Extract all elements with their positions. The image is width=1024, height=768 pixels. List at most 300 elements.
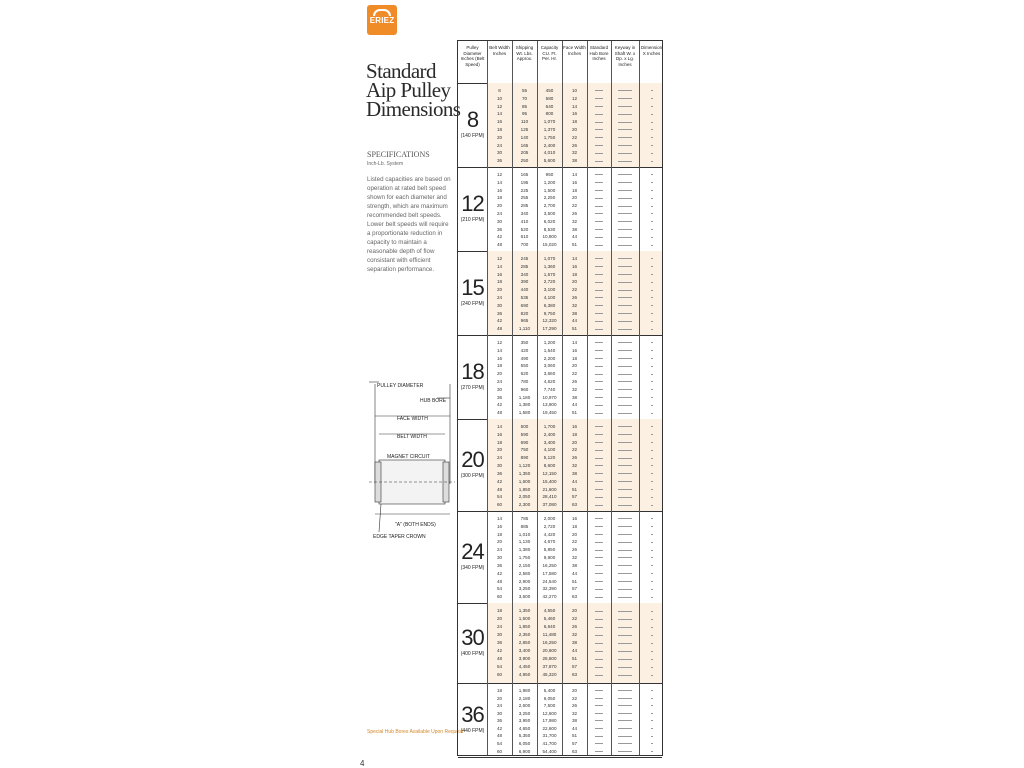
marks-hub-bore [587, 687, 611, 755]
fraction-mark [611, 118, 639, 126]
fraction-mark [611, 362, 639, 370]
fraction-mark [587, 515, 611, 523]
cell-capacity [537, 87, 562, 165]
fraction-mark [639, 347, 664, 355]
fraction-mark [639, 431, 664, 439]
fraction-mark [611, 462, 639, 470]
cell-value: 14 [496, 179, 503, 185]
cell-value: 12 [496, 103, 503, 109]
fraction-mark [639, 578, 664, 586]
fraction-mark [611, 446, 639, 454]
cell-capacity [537, 515, 562, 601]
fraction-mark [639, 179, 664, 187]
cell-value: 14 [571, 256, 578, 261]
cell-value: 24 [496, 378, 503, 384]
column-divider [562, 41, 563, 755]
cell-value: 2,900 [518, 578, 531, 584]
cell-value: 41,700 [542, 740, 557, 746]
cell-value: 18 [496, 608, 503, 613]
cell-value: 57 [571, 664, 578, 669]
fraction-mark [639, 702, 664, 710]
cell-capacity [537, 687, 562, 755]
fraction-mark [611, 218, 639, 226]
specs-subheading: Inch-Lb. System [367, 161, 404, 167]
cell-value: 2,350 [518, 632, 531, 637]
cell-value: 1,070 [543, 256, 556, 261]
fraction-mark [611, 394, 639, 402]
cell-value: 26 [571, 142, 578, 148]
cell-shipping-weight [512, 423, 537, 509]
marks-hub-bore [587, 339, 611, 417]
fraction-mark [639, 585, 664, 593]
fraction-mark [611, 325, 639, 333]
cell-value: 48 [496, 410, 503, 416]
fraction-mark [639, 87, 664, 95]
fraction-mark [611, 202, 639, 210]
fraction-mark [611, 493, 639, 501]
cell-value: 8 [498, 88, 501, 93]
fraction-mark [639, 687, 664, 695]
cell-capacity [537, 171, 562, 249]
fraction-mark [639, 226, 664, 234]
cell-value: 590 [520, 431, 529, 437]
fraction-mark [639, 439, 664, 447]
header-capacity: Capacity CU. Ft. Per. Hr. [540, 45, 559, 61]
fraction-mark [639, 149, 664, 157]
cell-shipping-weight [512, 607, 537, 679]
belt-speed: (440 FPM) [460, 728, 485, 734]
cell-value: 12 [496, 172, 503, 177]
cell-value: 3,400 [543, 439, 556, 445]
cell-value: 2,250 [543, 195, 556, 201]
cell-value: 60 [496, 594, 503, 600]
cell-value: 44 [571, 234, 578, 240]
pulley-diameter-cell [458, 447, 487, 479]
cell-value: 14 [496, 347, 503, 353]
cell-value: 38 [571, 226, 578, 232]
cell-value: 17,580 [542, 570, 557, 576]
cell-value: 54,400 [542, 748, 557, 754]
diagram-label-face-width: FACE WIDTH [397, 416, 428, 422]
fraction-mark [587, 149, 611, 157]
cell-value: 63 [571, 594, 578, 600]
fraction-mark [611, 647, 639, 655]
fraction-mark [587, 663, 611, 671]
cell-value: 20 [571, 688, 578, 693]
cell-shipping-weight [512, 687, 537, 755]
cell-value: 6,900 [518, 748, 531, 754]
cell-value: 245 [520, 256, 529, 261]
cell-value: 26 [571, 210, 578, 216]
fraction-mark [639, 157, 664, 165]
specs-heading: SPECIFICATIONS [367, 150, 430, 159]
cell-value: 51 [571, 242, 578, 248]
cell-belt-width [487, 515, 512, 601]
fraction-mark [611, 142, 639, 150]
cell-belt-width [487, 87, 512, 165]
fraction-mark [611, 194, 639, 202]
cell-value: 32 [571, 150, 578, 156]
cell-value: 4,100 [543, 447, 556, 453]
cell-value: 24 [496, 547, 503, 553]
cell-value: 750 [520, 447, 529, 453]
fraction-mark [639, 647, 664, 655]
cell-belt-width [487, 339, 512, 417]
cell-value: 48 [496, 326, 503, 332]
fraction-mark [611, 732, 639, 740]
cell-value: 620 [520, 371, 529, 377]
cell-value: 700 [520, 242, 529, 248]
header-hub-bore: Standard Hub Bore Inches [589, 45, 609, 61]
fraction-mark [587, 585, 611, 593]
cell-value: 3,250 [518, 710, 531, 716]
fraction-mark [611, 655, 639, 663]
cell-value: 4,100 [543, 294, 556, 300]
cell-value: 30 [496, 710, 503, 716]
marks-dimension-x [639, 255, 664, 333]
cell-value: 57 [571, 740, 578, 746]
fraction-mark [587, 740, 611, 748]
cell-value: 54 [496, 740, 503, 746]
fraction-mark [587, 607, 611, 615]
fraction-mark [587, 462, 611, 470]
fraction-mark [587, 263, 611, 271]
cell-value: 500 [520, 424, 529, 429]
fraction-mark [587, 362, 611, 370]
fraction-mark [639, 110, 664, 118]
fraction-mark [587, 562, 611, 570]
pulley-diameter-cell [458, 191, 487, 223]
fraction-mark [639, 194, 664, 202]
fraction-mark [639, 362, 664, 370]
cell-value: 16 [496, 431, 503, 437]
fraction-mark [587, 639, 611, 647]
cell-value: 3,950 [518, 718, 531, 724]
cell-value: 4,010 [543, 150, 556, 156]
fraction-mark [587, 386, 611, 394]
fraction-mark [587, 118, 611, 126]
marks-hub-bore [587, 87, 611, 165]
cell-value: 3,060 [543, 363, 556, 369]
fraction-mark [587, 687, 611, 695]
cell-value: 51 [571, 656, 578, 661]
cell-shipping-weight [512, 515, 537, 601]
fraction-mark [611, 740, 639, 748]
cell-shipping-weight [512, 87, 537, 165]
cell-value: 20 [496, 539, 503, 545]
cell-value: 32 [571, 463, 578, 469]
belt-speed: (400 FPM) [460, 651, 485, 657]
cell-value: 12 [496, 340, 503, 345]
cell-value: 20 [571, 363, 578, 369]
cell-value: 2,150 [518, 562, 531, 568]
cell-face-width [562, 171, 587, 249]
header-face-width: Face Width Inches [563, 45, 586, 56]
cell-value: 690 [520, 302, 529, 308]
cell-value: 4,450 [518, 664, 531, 669]
cell-value: 44 [571, 478, 578, 484]
fraction-mark [611, 302, 639, 310]
cell-value: 20,600 [542, 648, 557, 653]
cell-face-width [562, 515, 587, 601]
fraction-mark [611, 623, 639, 631]
fraction-mark [639, 255, 664, 263]
fraction-mark [611, 87, 639, 95]
fraction-mark [639, 134, 664, 142]
fraction-mark [587, 202, 611, 210]
cell-value: 85 [521, 103, 528, 109]
dimensions-table [457, 40, 663, 756]
fraction-mark [639, 423, 664, 431]
cell-value: 14 [571, 172, 578, 177]
cell-value: 42 [496, 234, 503, 240]
fraction-mark [587, 134, 611, 142]
cell-value: 640 [545, 103, 554, 109]
cell-value: 15,020 [542, 242, 557, 248]
cell-value: 17,290 [542, 326, 557, 332]
fraction-mark [611, 554, 639, 562]
cell-value: 42 [496, 478, 503, 484]
cell-value: 30 [496, 386, 503, 392]
cell-face-width [562, 87, 587, 165]
fraction-mark [587, 623, 611, 631]
cell-value: 20 [571, 531, 578, 537]
cell-value: 1,350 [518, 470, 531, 476]
cell-value: 51 [571, 486, 578, 492]
cell-value: 22 [571, 616, 578, 621]
cell-value: 950 [545, 172, 554, 177]
fraction-mark [587, 302, 611, 310]
cell-value: 20 [496, 695, 503, 701]
cell-value: 30 [496, 632, 503, 637]
cell-value: 1,200 [543, 340, 556, 345]
cell-belt-width [487, 171, 512, 249]
fraction-mark [639, 538, 664, 546]
cell-value: 63 [571, 502, 578, 508]
fraction-mark [611, 717, 639, 725]
cell-value: 18 [571, 271, 578, 277]
cell-value: 20 [496, 371, 503, 377]
fraction-mark [587, 142, 611, 150]
pulley-diameter-cell [458, 702, 487, 734]
cell-value: 14 [496, 516, 503, 521]
fraction-mark [611, 370, 639, 378]
fraction-mark [611, 538, 639, 546]
cell-value: 340 [520, 271, 529, 277]
cell-value: 32 [571, 218, 578, 224]
cell-value: 2,050 [518, 494, 531, 500]
cell-value: 15,400 [542, 478, 557, 484]
fraction-mark [587, 157, 611, 165]
fraction-mark [587, 271, 611, 279]
fraction-mark [587, 702, 611, 710]
cell-value: 48 [496, 656, 503, 661]
cell-value: 18 [496, 688, 503, 693]
fraction-mark [587, 546, 611, 554]
cell-value: 340 [520, 210, 529, 216]
fraction-mark [587, 717, 611, 725]
fraction-mark [611, 607, 639, 615]
cell-value: 44 [571, 570, 578, 576]
fraction-mark [611, 271, 639, 279]
pulley-group-15 [458, 251, 662, 336]
fraction-mark [639, 493, 664, 501]
cell-belt-width [487, 423, 512, 509]
fraction-mark [639, 470, 664, 478]
fraction-mark [587, 103, 611, 111]
cell-value: 580 [545, 95, 554, 101]
cell-value: 60 [496, 748, 503, 754]
fraction-mark [639, 401, 664, 409]
fraction-mark [587, 233, 611, 241]
fraction-mark [611, 409, 639, 417]
cell-value: 57 [571, 494, 578, 500]
cell-value: 22 [571, 134, 578, 140]
cell-value: 54 [496, 586, 503, 592]
marks-dimension-x [639, 171, 664, 249]
diameter-value: 20 [461, 447, 484, 472]
fraction-mark [639, 446, 664, 454]
cell-value: 12,600 [542, 710, 557, 716]
column-divider [512, 41, 513, 755]
cell-capacity [537, 607, 562, 679]
cell-value: 4,420 [543, 531, 556, 537]
cell-value: 1,010 [518, 531, 531, 537]
fraction-mark [587, 655, 611, 663]
cell-value: 54 [496, 664, 503, 669]
fraction-mark [611, 226, 639, 234]
fraction-mark [639, 478, 664, 486]
fraction-mark [611, 562, 639, 570]
cell-value: 2,400 [543, 431, 556, 437]
cell-value: 520 [520, 226, 529, 232]
cell-value: 51 [571, 733, 578, 739]
cell-value: 1,580 [518, 410, 531, 416]
cell-value: 36 [496, 470, 503, 476]
cell-shipping-weight [512, 171, 537, 249]
cell-value: 44 [571, 648, 578, 653]
fraction-mark [611, 431, 639, 439]
fraction-mark [639, 118, 664, 126]
cell-value: 1,850 [518, 486, 531, 492]
cell-value: 10,800 [542, 234, 557, 240]
fraction-mark [639, 655, 664, 663]
cell-value: 1,540 [543, 347, 556, 353]
cell-value: 42 [496, 570, 503, 576]
cell-value: 2,720 [543, 523, 556, 529]
table-header [458, 41, 662, 84]
cell-value: 1,700 [543, 424, 556, 429]
cell-value: 2,850 [518, 640, 531, 645]
cell-value: 28,800 [542, 656, 557, 661]
belt-speed: (140 FPM) [460, 133, 485, 139]
fraction-mark [611, 339, 639, 347]
cell-value: 20 [496, 203, 503, 209]
cell-value: 6,380 [543, 302, 556, 308]
cell-value: 38 [571, 562, 578, 568]
marks-hub-bore [587, 255, 611, 333]
fraction-mark [639, 515, 664, 523]
cell-value: 1,180 [518, 394, 531, 400]
fraction-mark [587, 671, 611, 679]
marks-hub-bore [587, 607, 611, 679]
fraction-mark [611, 546, 639, 554]
cell-face-width [562, 423, 587, 509]
fraction-mark [639, 310, 664, 318]
cell-value: 7,500 [543, 703, 556, 709]
cell-value: 16 [571, 263, 578, 269]
cell-value: 26 [571, 624, 578, 629]
cell-value: 550 [520, 363, 529, 369]
cell-value: 2,720 [543, 279, 556, 285]
cell-value: 3,250 [518, 586, 531, 592]
cell-value: 6,050 [543, 695, 556, 701]
cell-value: 1,380 [518, 547, 531, 553]
fraction-mark [587, 394, 611, 402]
diameter-value: 36 [461, 702, 484, 727]
cell-value: 18 [496, 195, 503, 201]
fraction-mark [611, 171, 639, 179]
fraction-mark [587, 554, 611, 562]
marks-dimension-x [639, 607, 664, 679]
fraction-mark [587, 531, 611, 539]
cell-face-width [562, 339, 587, 417]
fraction-mark [611, 710, 639, 718]
cell-value: 31,700 [542, 733, 557, 739]
cell-value: 16,250 [542, 640, 557, 645]
cell-value: 36 [496, 718, 503, 724]
cell-value: 14 [496, 111, 503, 117]
cell-value: 1,110 [518, 326, 531, 332]
cell-value: 48 [496, 578, 503, 584]
cell-value: 10 [571, 88, 578, 93]
cell-value: 26 [571, 703, 578, 709]
fraction-mark [639, 607, 664, 615]
pulley-diameter-cell [458, 539, 487, 571]
cell-value: 36 [496, 158, 503, 164]
cell-value: 14 [496, 424, 503, 429]
cell-value: 54 [496, 494, 503, 500]
fraction-mark [611, 347, 639, 355]
cell-value: 3,660 [543, 371, 556, 377]
cell-value: 70 [521, 95, 528, 101]
cell-value: 22 [571, 695, 578, 701]
belt-speed: (270 FPM) [460, 385, 485, 391]
cell-value: 9,750 [543, 310, 556, 316]
cell-value: 36 [496, 640, 503, 645]
fraction-mark [639, 695, 664, 703]
cell-value: 16 [571, 347, 578, 353]
fraction-mark [611, 355, 639, 363]
fraction-mark [611, 179, 639, 187]
page-title: Standard Aip Pulley Dimensions [366, 59, 461, 121]
cell-value: 16,250 [542, 562, 557, 568]
fraction-mark [639, 294, 664, 302]
cell-value: 110 [520, 119, 529, 125]
fraction-mark [587, 578, 611, 586]
fraction-mark [587, 126, 611, 134]
cell-value: 48 [496, 733, 503, 739]
cell-value: 32 [571, 386, 578, 392]
cell-value: 51 [571, 410, 578, 416]
cell-value: 18 [571, 119, 578, 125]
cell-value: 5,350 [518, 733, 531, 739]
cell-value: 30 [496, 555, 503, 561]
cell-value: 16 [571, 516, 578, 521]
fraction-mark [611, 126, 639, 134]
fraction-mark [587, 409, 611, 417]
cell-value: 5,850 [543, 547, 556, 553]
